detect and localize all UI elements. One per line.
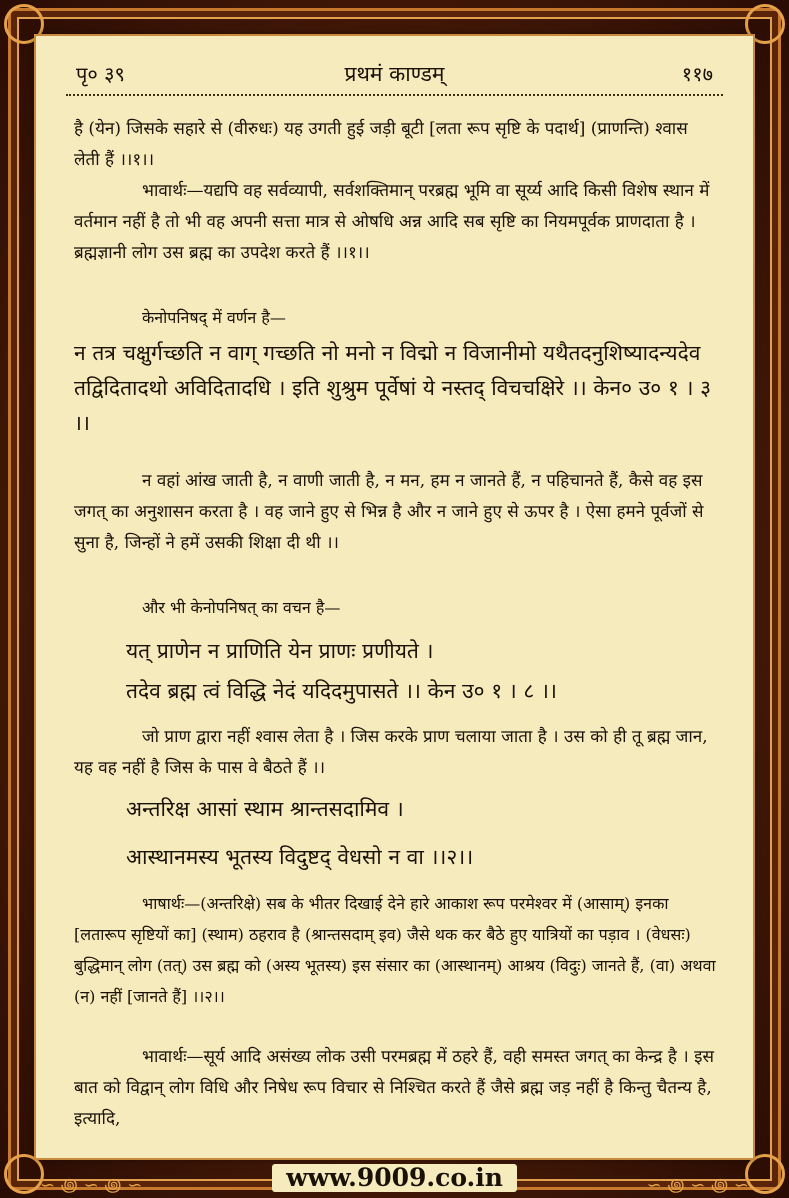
footer-swirl-right: ∽ ꩜ ∽ ꩜ ∽: [646, 1175, 749, 1196]
corner-ornament-bottom-left: [4, 1154, 44, 1194]
corner-ornament-bottom-right: [745, 1154, 785, 1194]
paragraph-1: है (येन) जिसके सहारे से (वीरुधः) यह उगती हुई जड़ी बूटी [लता रूप सृष्टि के पदार्थ] (प्राणन्ति) श्वास लेती हैं ।।१।।: [74, 119, 688, 170]
paragraph-translation-2: जो प्राण द्वारा नहीं श्वास लेता है । जिस करके प्राण चलाया जाता है । उस को ही तू ब्रह्म जान, यह वह नहीं है जिस के पास वे बैठते हैं ।।: [74, 727, 708, 778]
footer: [60, 1164, 729, 1194]
page-header: [66, 54, 723, 96]
verse-kena-2a: यत् प्राणेन न प्राणिति येन प्राणः प्रणीयते ।: [126, 639, 434, 663]
chapter-title: प्रथमं काण्डम्: [344, 62, 445, 86]
verse-atharva-2b: आस्थानमस्य भूतस्य विदुष्टद् वेधसो न वा ।।२।।: [126, 845, 474, 869]
website-url: www.9009.co.in: [272, 1164, 517, 1192]
paragraph-kena-intro-2: और भी केनोपनिषत् का वचन है—: [142, 598, 341, 617]
verse-kena-2b: तदेव ब्रह्म त्वं विद्धि नेदं यदिदमुपासते ।। केन उ० १ । ८ ।।: [126, 679, 557, 703]
page-number: ११७: [681, 62, 713, 86]
paragraph-translation-1: न वहां आंख जाती है, न वाणी जाती है, न मन, हम न जानते हैं, न पहिचानते हैं, कैसे वह इस जगत् का अनुशासन करता है । वह जाने हुए से भिन्न है और न जाने हुए से ऊपर है । ऐसा हमने पूर्वजों से सुना है, जिन्हों ने हमें उसकी शिक्षा दी थी ।।: [74, 471, 704, 553]
paragraph-kena-intro: केनोपनिषद् में वर्णन है—: [142, 308, 286, 327]
paragraph-bhavartha-1: भावार्थः—यद्यपि वह सर्वव्यापी, सर्वशक्तिमान् परब्रह्म भूमि वा सूर्य्य आदि किसी विशेष स्थान में वर्तमान नहीं है तो भी वह अपनी सत्ता मात्र से ओषधि अन्न आदि सब सृष्टि का नियमपूर्वक प्राणदाता है । ब्रह्मज्ञानी लोग उस ब्रह्म का उपदेश करते हैं ।।१।।: [74, 181, 710, 263]
paragraph-bhavartha-2: भावार्थः—सूर्य आदि असंख्य लोक उसी परमब्रह्म में ठहरे हैं, वही समस्त जगत् का केन्द्र है । इस बात को विद्वान् लोग विधि और निषेध रूप विचार से निश्चित करते हैं जैसे ब्रह्म जड़ नहीं है किन्तु चैतन्य है, इत्यादि,: [74, 1047, 714, 1129]
verse-atharva-2a: अन्तरिक्ष आसां स्थाम श्रान्तसदामिव ।: [126, 797, 404, 821]
book-page: [36, 36, 753, 1158]
page-reference: पृ० ३९: [76, 62, 125, 86]
paragraph-bhasharth-2: भाषार्थः—(अन्तरिक्षे) सब के भीतर दिखाई देने हारे आकाश रूप परमेश्वर में (आसाम्) इनका [लतारूप सृष्टियों का] (स्थाम) ठहराव है (श्रान्तसदाम् इव) जैसे थक कर बैठे हुए यात्रियों का पड़ाव । (वेधसः) बुद्धिमान् लोग (तत्) उस ब्रह्म को (अस्य भूतस्य) इस संसार का (आस्थानम्) आश्रय (विदुः) जानते हैं, (वा) अथवा (न) नहीं [जानते हैं] ।।२।।: [74, 894, 716, 1006]
footer-swirl-left: ∽ ꩜ ∽ ꩜ ∽: [40, 1175, 143, 1196]
verse-kena-1: न तत्र चक्षुर्गच्छति न वाग् गच्छति नो मनो न विद्मो न विजानीमो यथैतदनुशिष्यादन्यदेव तद्विदितादथो अविदितादधि । इति शुश्रुम पूर्वेषां ये नस्तद् विचचक्षिरे ।। केन० उ० १ । ३ ।।: [74, 341, 712, 435]
